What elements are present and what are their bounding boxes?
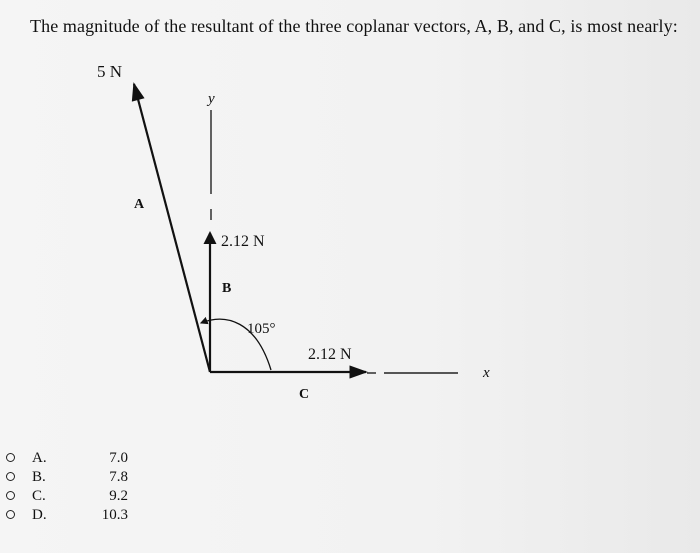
vector-a-arrow [134, 84, 210, 372]
option-c-radio[interactable] [6, 491, 15, 500]
option-c-letter: C. [32, 488, 46, 504]
option-c[interactable] [6, 487, 186, 506]
option-b-value: 7.8 [109, 469, 128, 485]
vector-a-magnitude: 5 N [97, 62, 123, 81]
angle-label: 105° [247, 321, 276, 337]
option-a-letter: A. [32, 450, 47, 466]
answer-options [6, 449, 186, 525]
option-a[interactable] [6, 449, 186, 468]
option-d[interactable] [6, 506, 186, 525]
option-b-letter: B. [32, 469, 46, 485]
vector-c-magnitude: 2.12 N [308, 346, 352, 363]
option-c-value: 9.2 [109, 488, 128, 504]
vector-b-name: B [222, 281, 232, 296]
vector-a-name: A [134, 197, 145, 212]
option-a-radio[interactable] [6, 453, 15, 462]
option-d-letter: D. [32, 507, 47, 523]
option-a-value: 7.0 [109, 450, 128, 466]
option-d-radio[interactable] [6, 510, 15, 519]
y-axis-label: y [208, 91, 215, 107]
option-d-value: 10.3 [101, 507, 128, 523]
vector-c-name: C [299, 387, 310, 402]
question-text: The magnitude of the resultant of the three coplanar vectors, A, B, and C, is most nearly: [30, 16, 678, 36]
x-axis-label: x [483, 365, 490, 381]
vector-b-magnitude: 2.12 N [221, 233, 265, 250]
option-b-radio[interactable] [6, 472, 15, 481]
option-b[interactable] [6, 468, 186, 487]
